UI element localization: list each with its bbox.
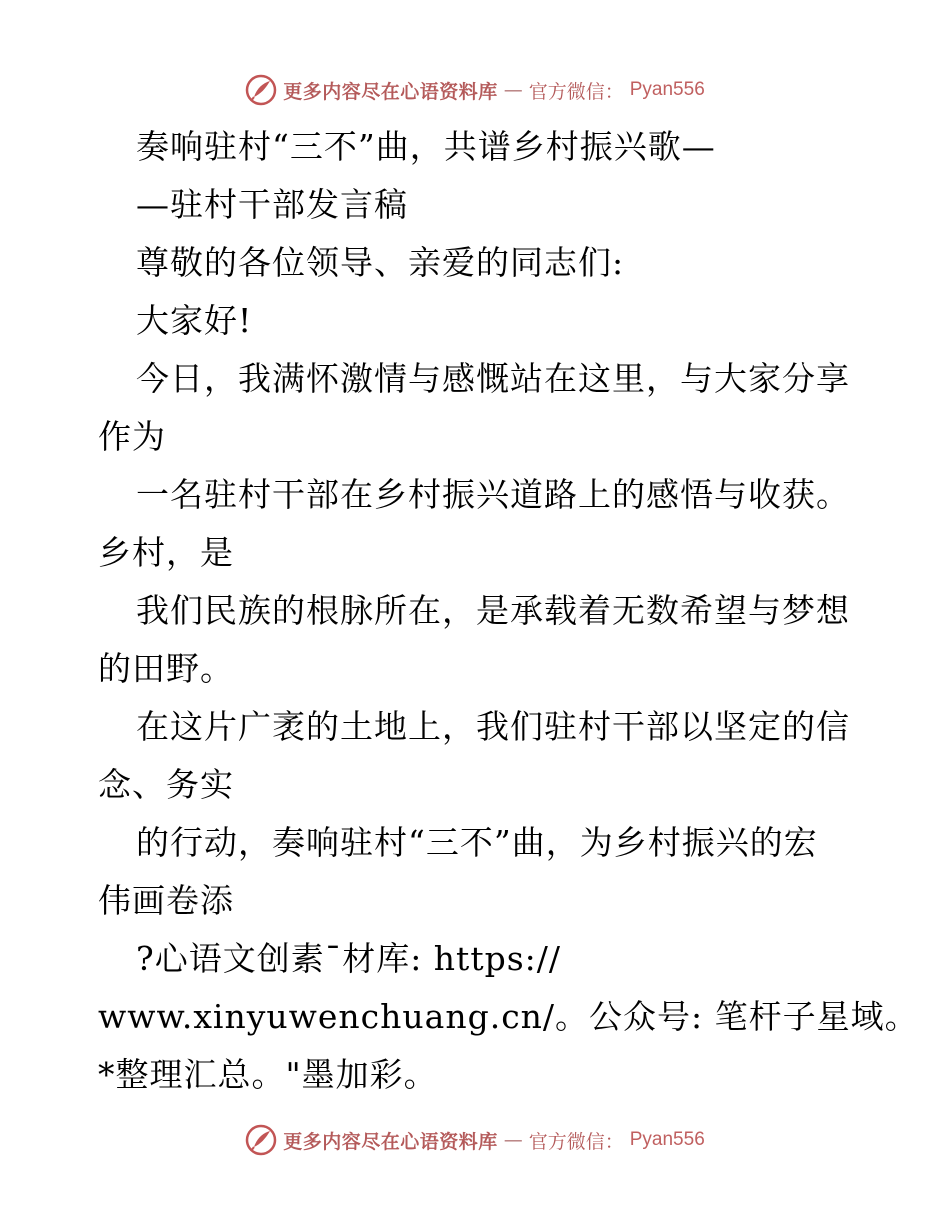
body-line: 作为 — [98, 417, 166, 456]
footer-wechat-label: 官方微信： — [528, 1130, 624, 1153]
body-line: 今日，我满怀激情与感慨站在这里，与大家分享 — [136, 359, 850, 398]
document-body — [98, 118, 919, 1104]
body-line: 一名驻村干部在乡村振兴道路上的感悟与收获。 — [136, 475, 850, 514]
footer-wechat-id: Pyan556 — [629, 1129, 705, 1150]
header-banner-dash: — — [503, 79, 523, 101]
footer-banner-text: 更多内容尽在心语资料库 — [283, 1130, 498, 1153]
title-line-2: —驻村干部发言稿 — [136, 185, 408, 224]
watermark-line: www.xinyuwenchuang.cn/。公众号: 笔杆子星域。 — [98, 997, 919, 1036]
salutation-line: 尊敬的各位领导、亲爱的同志们: — [136, 243, 625, 282]
footer-banner — [0, 1120, 950, 1160]
body-line: 乡村，是 — [98, 533, 234, 572]
footer-banner-dash: — — [503, 1129, 523, 1151]
header-banner-content — [245, 74, 705, 106]
header-banner-text: 更多内容尽在心语资料库 — [283, 80, 498, 103]
quill-logo-icon — [245, 1124, 277, 1156]
body-line: 伟画卷添 — [98, 881, 234, 920]
greeting-line: 大家好! — [136, 301, 253, 340]
title-line-1: 奏响驻村“三不”曲，共谱乡村振兴歌— — [136, 127, 716, 166]
header-wechat-id: Pyan556 — [629, 79, 705, 100]
header-banner — [0, 70, 950, 110]
quill-logo-icon — [245, 74, 277, 106]
header-wechat-label: 官方微信： — [528, 80, 624, 103]
body-line: 我们民族的根脉所在，是承载着无数希望与梦想 — [136, 591, 850, 630]
watermark-line: *整理汇总。"墨加彩。 — [98, 1055, 438, 1094]
body-line: 的田野。 — [98, 649, 234, 688]
body-line: 念、务实 — [98, 765, 234, 804]
watermark-line: ?心语文创素¯材库: https:// — [136, 939, 561, 978]
body-line: 在这片广袤的土地上，我们驻村干部以坚定的信 — [136, 707, 850, 746]
footer-banner-content — [245, 1124, 705, 1156]
body-line: 的行动，奏响驻村“三不”曲，为乡村振兴的宏 — [136, 823, 818, 862]
